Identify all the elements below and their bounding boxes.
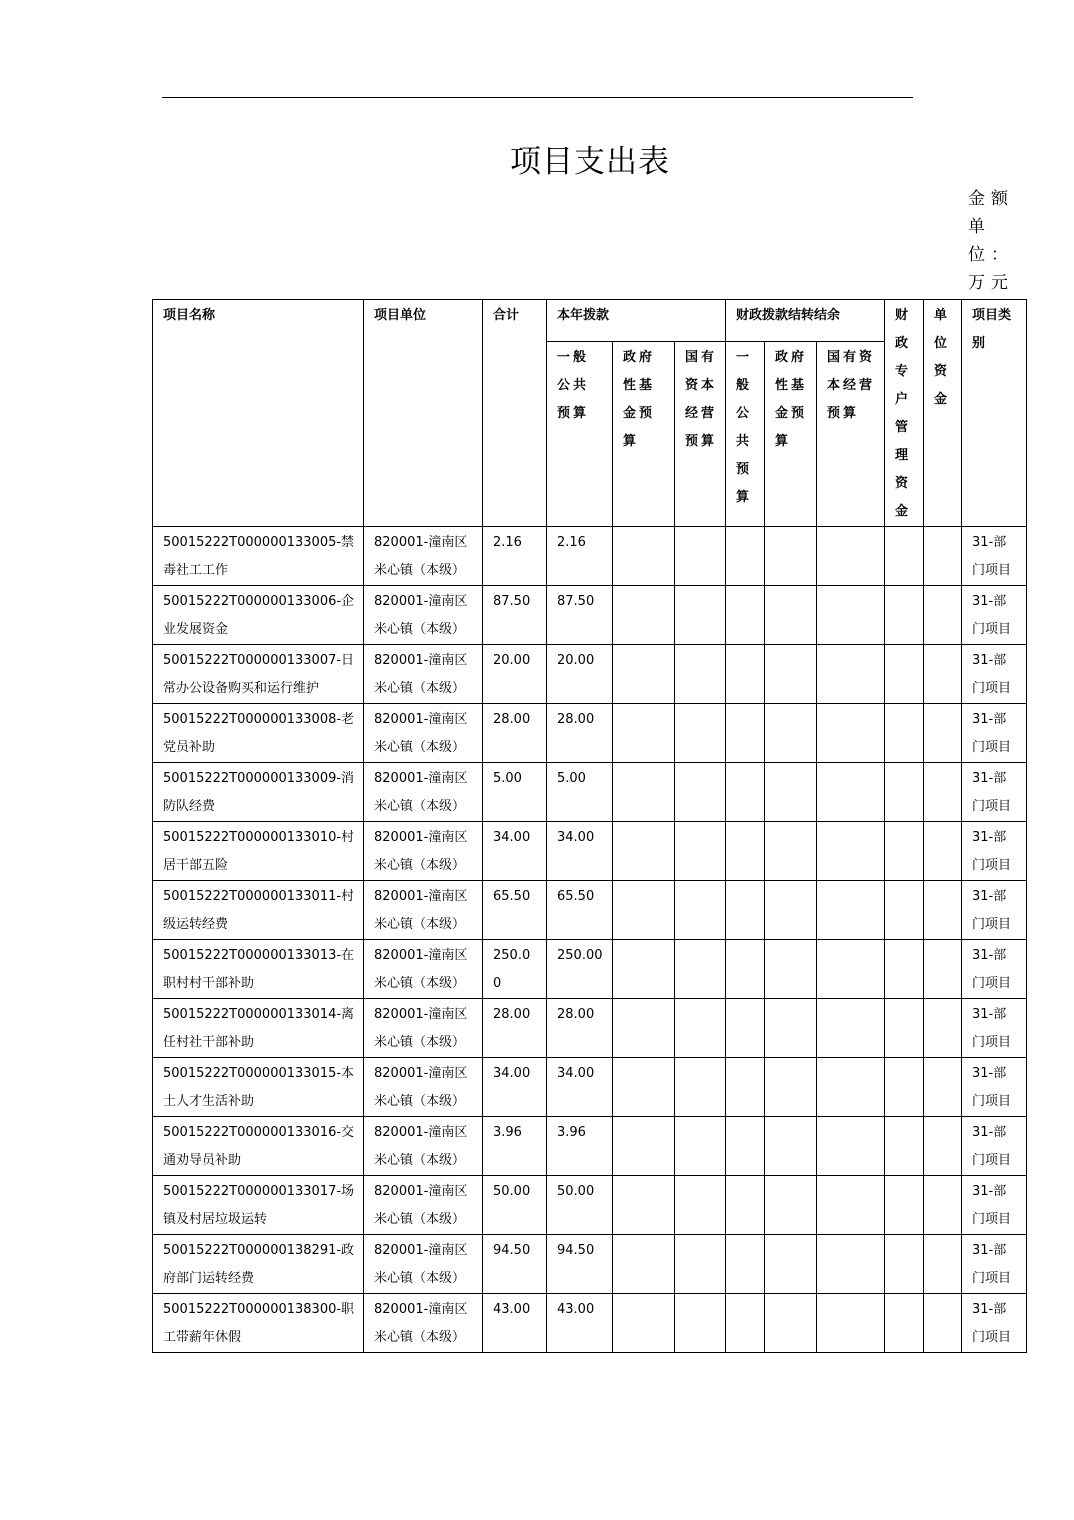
cell-co-general [726,1176,765,1235]
cell-unit-funds [924,763,962,822]
cell-project-unit: 820001-潼南区米心镇（本级） [364,704,483,763]
cell-project-type: 31-部门项目 [962,586,1027,645]
cell-co-general [726,822,765,881]
cell-cy-state-capital [675,940,726,999]
cell-special-account [885,527,924,586]
header-unit-funds: 单位资金 [924,300,962,527]
header-cy-general: 一般公共预算 [547,341,613,526]
cell-total: 87.50 [483,586,547,645]
table-row [153,1294,1027,1353]
header-co-general: 一般公共预算 [726,341,765,526]
cell-special-account [885,940,924,999]
cell-cy-gov-fund [613,1294,675,1353]
cell-project-name: 50015222T000000133011-村级运转经费 [153,881,364,940]
cell-project-name: 50015222T000000133015-本土人才生活补助 [153,1058,364,1117]
cell-co-gov-fund [765,763,817,822]
project-expenditure-table [152,299,1027,1353]
cell-cy-state-capital [675,586,726,645]
cell-project-name: 50015222T000000133014-离任村社干部补助 [153,999,364,1058]
cell-unit-funds [924,1294,962,1353]
cell-cy-state-capital [675,645,726,704]
cell-project-unit: 820001-潼南区米心镇（本级） [364,881,483,940]
table-row [153,586,1027,645]
cell-cy-general: 28.00 [547,704,613,763]
table-row [153,1235,1027,1294]
cell-cy-general: 65.50 [547,881,613,940]
cell-unit-funds [924,1235,962,1294]
cell-cy-state-capital [675,763,726,822]
cell-special-account [885,1235,924,1294]
cell-project-type: 31-部门项目 [962,1176,1027,1235]
cell-co-state-capital [817,999,885,1058]
cell-cy-state-capital [675,1235,726,1294]
cell-project-type: 31-部门项目 [962,822,1027,881]
header-carryover: 财政拨款结转结余 [726,300,885,342]
cell-cy-general: 50.00 [547,1176,613,1235]
cell-cy-general: 87.50 [547,586,613,645]
cell-co-general [726,940,765,999]
top-rule [162,97,913,98]
cell-cy-state-capital [675,999,726,1058]
cell-total: 3.96 [483,1117,547,1176]
unit-label: 金额单位：万元 [968,189,1014,293]
cell-cy-general: 2.16 [547,527,613,586]
cell-cy-general: 250.00 [547,940,613,999]
cell-cy-gov-fund [613,1235,675,1294]
cell-co-general [726,1235,765,1294]
header-project-type: 项目类别 [962,300,1027,527]
cell-special-account [885,881,924,940]
cell-cy-general: 3.96 [547,1117,613,1176]
cell-co-gov-fund [765,1176,817,1235]
cell-co-gov-fund [765,822,817,881]
cell-cy-general: 34.00 [547,822,613,881]
cell-cy-gov-fund [613,527,675,586]
cell-project-type: 31-部门项目 [962,940,1027,999]
cell-project-name: 50015222T000000133010-村居干部五险 [153,822,364,881]
cell-cy-gov-fund [613,881,675,940]
cell-project-name: 50015222T000000133008-老党员补助 [153,704,364,763]
cell-project-name: 50015222T000000133013-在职村村干部补助 [153,940,364,999]
cell-special-account [885,822,924,881]
cell-project-type: 31-部门项目 [962,1117,1027,1176]
cell-project-type: 31-部门项目 [962,527,1027,586]
cell-unit-funds [924,940,962,999]
cell-cy-state-capital [675,881,726,940]
table-row [153,940,1027,999]
cell-project-unit: 820001-潼南区米心镇（本级） [364,527,483,586]
cell-co-general [726,1117,765,1176]
cell-cy-state-capital [675,822,726,881]
cell-cy-general: 94.50 [547,1235,613,1294]
cell-co-general [726,586,765,645]
cell-total: 43.00 [483,1294,547,1353]
cell-total: 2.16 [483,527,547,586]
cell-co-state-capital [817,645,885,704]
cell-co-gov-fund [765,527,817,586]
table-row [153,763,1027,822]
cell-co-general [726,881,765,940]
cell-cy-general: 5.00 [547,763,613,822]
cell-unit-funds [924,822,962,881]
cell-project-name: 50015222T000000133006-企业发展资金 [153,586,364,645]
header-co-state-capital: 国有资本经营预算 [817,341,885,526]
cell-total: 250.00 [483,940,547,999]
cell-cy-general: 43.00 [547,1294,613,1353]
cell-special-account [885,704,924,763]
cell-unit-funds [924,881,962,940]
cell-project-unit: 820001-潼南区米心镇（本级） [364,645,483,704]
cell-project-unit: 820001-潼南区米心镇（本级） [364,586,483,645]
cell-total: 20.00 [483,645,547,704]
cell-project-name: 50015222T000000133016-交通劝导员补助 [153,1117,364,1176]
cell-unit-funds [924,999,962,1058]
header-cy-gov-fund: 政府性基金预算 [613,341,675,526]
cell-total: 50.00 [483,1176,547,1235]
cell-co-general [726,1294,765,1353]
table-row [153,704,1027,763]
cell-project-name: 50015222T000000133007-日常办公设备购买和运行维护 [153,645,364,704]
cell-project-name: 50015222T000000133017-场镇及村居垃圾运转 [153,1176,364,1235]
cell-co-state-capital [817,1294,885,1353]
cell-project-unit: 820001-潼南区米心镇（本级） [364,763,483,822]
cell-co-state-capital [817,1058,885,1117]
cell-co-general [726,1058,765,1117]
cell-cy-gov-fund [613,1058,675,1117]
cell-special-account [885,1294,924,1353]
header-current-year: 本年拨款 [547,300,726,342]
page-title: 项目支出表 [510,144,670,180]
cell-unit-funds [924,1058,962,1117]
cell-co-general [726,527,765,586]
cell-unit-funds [924,704,962,763]
table-row [153,527,1027,586]
cell-co-state-capital [817,822,885,881]
table-row [153,645,1027,704]
cell-co-gov-fund [765,1294,817,1353]
cell-co-state-capital [817,881,885,940]
cell-co-gov-fund [765,1117,817,1176]
cell-cy-gov-fund [613,763,675,822]
cell-co-state-capital [817,527,885,586]
cell-unit-funds [924,1176,962,1235]
cell-unit-funds [924,645,962,704]
header-cy-state-capital: 国有资本经营预算 [675,341,726,526]
cell-co-general [726,763,765,822]
cell-project-type: 31-部门项目 [962,1058,1027,1117]
cell-co-gov-fund [765,586,817,645]
cell-co-gov-fund [765,881,817,940]
cell-unit-funds [924,1117,962,1176]
cell-special-account [885,763,924,822]
cell-project-type: 31-部门项目 [962,704,1027,763]
header-project-unit: 项目单位 [364,300,483,527]
cell-co-gov-fund [765,1235,817,1294]
table-row [153,1117,1027,1176]
cell-project-unit: 820001-潼南区米心镇（本级） [364,1117,483,1176]
cell-project-name: 50015222T000000133009-消防队经费 [153,763,364,822]
cell-cy-general: 28.00 [547,999,613,1058]
cell-project-unit: 820001-潼南区米心镇（本级） [364,1294,483,1353]
cell-project-type: 31-部门项目 [962,999,1027,1058]
cell-total: 5.00 [483,763,547,822]
cell-cy-state-capital [675,1176,726,1235]
cell-cy-gov-fund [613,645,675,704]
table-row [153,881,1027,940]
cell-project-unit: 820001-潼南区米心镇（本级） [364,1235,483,1294]
cell-unit-funds [924,586,962,645]
cell-co-state-capital [817,940,885,999]
cell-co-state-capital [817,586,885,645]
cell-cy-state-capital [675,527,726,586]
cell-co-gov-fund [765,645,817,704]
cell-project-name: 50015222T000000138291-政府部门运转经费 [153,1235,364,1294]
cell-cy-state-capital [675,1294,726,1353]
cell-special-account [885,999,924,1058]
cell-total: 28.00 [483,999,547,1058]
header-special-account: 财政专户管理资金 [885,300,924,527]
cell-project-name: 50015222T000000133005-禁毒社工工作 [153,527,364,586]
cell-cy-state-capital [675,1058,726,1117]
cell-cy-gov-fund [613,704,675,763]
cell-cy-gov-fund [613,940,675,999]
cell-co-general [726,704,765,763]
table-row [153,1176,1027,1235]
cell-cy-gov-fund [613,822,675,881]
cell-project-type: 31-部门项目 [962,763,1027,822]
table-body [153,527,1027,1353]
cell-total: 34.00 [483,1058,547,1117]
cell-project-type: 31-部门项目 [962,881,1027,940]
cell-total: 34.00 [483,822,547,881]
header-co-gov-fund: 政府性基金预算 [765,341,817,526]
cell-co-gov-fund [765,999,817,1058]
cell-co-state-capital [817,1176,885,1235]
cell-total: 28.00 [483,704,547,763]
cell-co-gov-fund [765,1058,817,1117]
cell-total: 65.50 [483,881,547,940]
cell-cy-gov-fund [613,586,675,645]
cell-project-unit: 820001-潼南区米心镇（本级） [364,822,483,881]
header-project-name: 项目名称 [153,300,364,527]
cell-project-name: 50015222T000000138300-职工带薪年休假 [153,1294,364,1353]
cell-project-unit: 820001-潼南区米心镇（本级） [364,940,483,999]
table-row [153,1058,1027,1117]
cell-co-general [726,645,765,704]
cell-project-unit: 820001-潼南区米心镇（本级） [364,1176,483,1235]
cell-co-gov-fund [765,704,817,763]
cell-co-state-capital [817,1235,885,1294]
cell-project-type: 31-部门项目 [962,1235,1027,1294]
cell-total: 94.50 [483,1235,547,1294]
cell-project-unit: 820001-潼南区米心镇（本级） [364,1058,483,1117]
cell-project-unit: 820001-潼南区米心镇（本级） [364,999,483,1058]
cell-cy-state-capital [675,1117,726,1176]
cell-cy-state-capital [675,704,726,763]
cell-special-account [885,645,924,704]
cell-co-gov-fund [765,940,817,999]
cell-co-state-capital [817,704,885,763]
cell-project-type: 31-部门项目 [962,645,1027,704]
cell-cy-gov-fund [613,1117,675,1176]
cell-unit-funds [924,527,962,586]
table-row [153,999,1027,1058]
cell-special-account [885,586,924,645]
cell-co-general [726,999,765,1058]
cell-project-type: 31-部门项目 [962,1294,1027,1353]
cell-cy-general: 34.00 [547,1058,613,1117]
cell-cy-gov-fund [613,999,675,1058]
cell-cy-general: 20.00 [547,645,613,704]
cell-co-state-capital [817,763,885,822]
cell-cy-gov-fund [613,1176,675,1235]
cell-co-state-capital [817,1117,885,1176]
table-row [153,822,1027,881]
cell-special-account [885,1117,924,1176]
cell-special-account [885,1058,924,1117]
cell-special-account [885,1176,924,1235]
header-total: 合计 [483,300,547,527]
